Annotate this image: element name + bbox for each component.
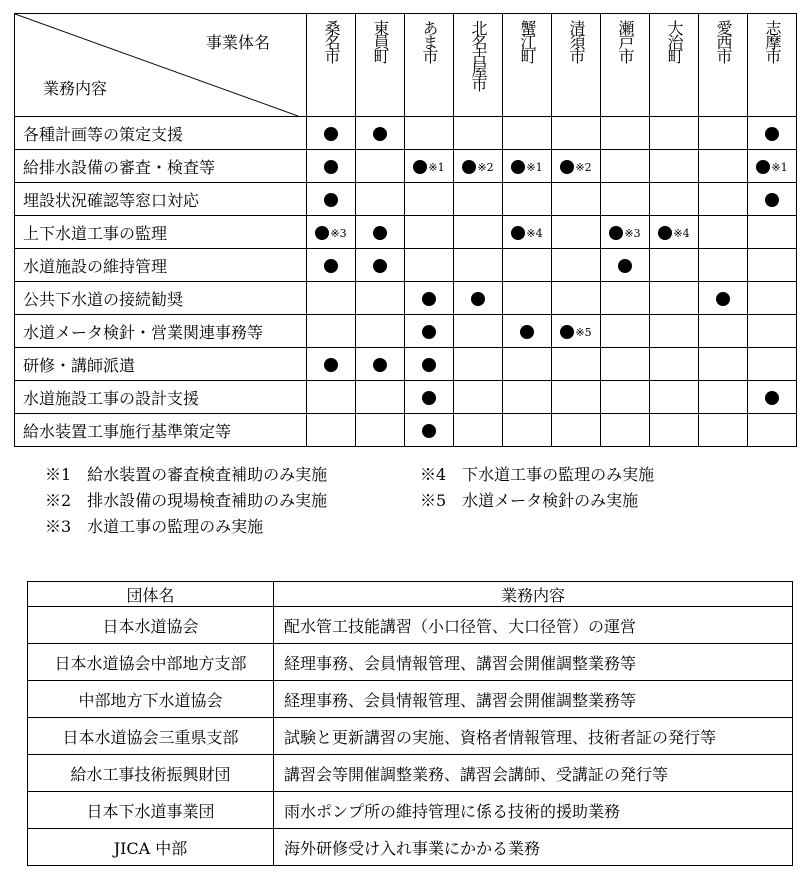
matrix-cell — [405, 216, 454, 249]
filled-circle-icon — [609, 226, 623, 240]
matrix-cell — [307, 117, 356, 150]
matrix-cell — [454, 150, 503, 183]
matrix-cell — [552, 249, 601, 282]
matrix-cell — [356, 150, 405, 183]
filled-circle-icon — [373, 259, 387, 273]
matrix-cell — [650, 315, 699, 348]
matrix-cell — [503, 183, 552, 216]
matrix-cell — [503, 249, 552, 282]
filled-circle-icon — [324, 127, 338, 141]
filled-circle-icon — [471, 292, 485, 306]
matrix-cell — [552, 414, 601, 447]
matrix-cell — [454, 282, 503, 315]
matrix-cell — [650, 216, 699, 249]
column-header — [699, 14, 748, 117]
column-header-label: あま市 — [420, 20, 439, 62]
table-row — [28, 792, 793, 829]
matrix-cell — [405, 249, 454, 282]
matrix-cell — [699, 150, 748, 183]
table-row — [15, 414, 797, 447]
matrix-cell — [552, 216, 601, 249]
table-row — [15, 282, 797, 315]
org-work: 配水管工技能講習（小口径管、大口径管）の運営 — [274, 607, 793, 644]
matrix-cell — [552, 183, 601, 216]
note-mark: ※1 — [771, 160, 788, 174]
matrix-cell — [601, 414, 650, 447]
org-name: JICA 中部 — [28, 829, 274, 866]
matrix-cell — [454, 216, 503, 249]
matrix-cell — [699, 381, 748, 414]
footnote: ※5 水道メータ検針のみ実施 — [420, 491, 639, 510]
matrix-cell — [503, 150, 552, 183]
task-label: 給水装置工事施行基準策定等 — [15, 414, 307, 447]
matrix-cell — [405, 348, 454, 381]
matrix-cell — [748, 348, 797, 381]
org-name: 日本水道協会 — [28, 607, 274, 644]
matrix-cell — [307, 348, 356, 381]
note-mark: ※3 — [624, 226, 641, 240]
column-header — [405, 14, 454, 117]
task-label: 水道メータ検針・営業関連事務等 — [15, 315, 307, 348]
matrix-cell — [356, 414, 405, 447]
matrix-cell — [454, 117, 503, 150]
matrix-cell — [307, 150, 356, 183]
column-header-label: 桑名市 — [322, 20, 341, 62]
matrix-cell — [748, 282, 797, 315]
note-mark: ※2 — [477, 160, 494, 174]
corner-top-label: 事業体名 — [205, 33, 270, 52]
matrix-cell — [699, 117, 748, 150]
matrix-cell — [650, 414, 699, 447]
table-row — [15, 348, 797, 381]
filled-circle-icon — [560, 160, 574, 174]
matrix-cell — [601, 249, 650, 282]
service-matrix-table — [14, 13, 797, 447]
matrix-cell — [356, 216, 405, 249]
matrix-cell — [405, 381, 454, 414]
filled-circle-icon — [765, 127, 779, 141]
matrix-cell — [503, 117, 552, 150]
matrix-cell — [356, 315, 405, 348]
task-label: 埋設状況確認等窓口対応 — [15, 183, 307, 216]
matrix-cell — [503, 216, 552, 249]
matrix-cell — [454, 381, 503, 414]
filled-circle-icon — [765, 391, 779, 405]
filled-circle-icon — [373, 358, 387, 372]
filled-circle-icon — [422, 391, 436, 405]
column-header — [454, 14, 503, 117]
corner-bottom-label: 業務内容 — [43, 79, 108, 98]
matrix-cell — [650, 150, 699, 183]
org-body — [28, 607, 793, 866]
filled-circle-icon — [462, 160, 476, 174]
org-name-header: 団体名 — [28, 582, 274, 607]
matrix-cell — [356, 183, 405, 216]
matrix-cell — [699, 348, 748, 381]
matrix-cell — [503, 282, 552, 315]
matrix-cell — [552, 150, 601, 183]
note-mark: ※3 — [330, 226, 347, 240]
column-header-label: 志摩市 — [763, 20, 782, 62]
column-header — [650, 14, 699, 117]
filled-circle-icon — [324, 259, 338, 273]
matrix-cell — [748, 150, 797, 183]
filled-circle-icon — [756, 160, 770, 174]
matrix-cell — [650, 117, 699, 150]
matrix-cell — [748, 183, 797, 216]
filled-circle-icon — [324, 358, 338, 372]
matrix-cell — [552, 348, 601, 381]
table-row — [28, 829, 793, 866]
matrix-cell — [405, 414, 454, 447]
org-name: 日本水道協会中部地方支部 — [28, 644, 274, 681]
column-header-label: 愛西市 — [714, 20, 733, 62]
corner-header-cell — [15, 14, 307, 117]
matrix-cell — [650, 381, 699, 414]
matrix-cell — [601, 216, 650, 249]
task-label: 水道施設工事の設計支援 — [15, 381, 307, 414]
matrix-cell — [699, 414, 748, 447]
filled-circle-icon — [511, 226, 525, 240]
task-label: 各種計画等の策定支援 — [15, 117, 307, 150]
matrix-cell — [405, 315, 454, 348]
matrix-cell — [454, 249, 503, 282]
table-row — [28, 644, 793, 681]
filled-circle-icon — [560, 325, 574, 339]
org-work: 経理事務、会員情報管理、講習会開催調整業務等 — [274, 681, 793, 718]
column-header-label: 東員町 — [371, 20, 390, 62]
matrix-cell — [307, 282, 356, 315]
matrix-cell — [601, 150, 650, 183]
matrix-cell — [650, 249, 699, 282]
matrix-cell — [307, 414, 356, 447]
task-label: 公共下水道の接続勧奨 — [15, 282, 307, 315]
matrix-cell — [552, 381, 601, 414]
table-row — [28, 607, 793, 644]
matrix-cell — [454, 414, 503, 447]
footnote: ※2 排水設備の現場検査補助のみ実施 — [45, 491, 328, 510]
footnote: ※3 水道工事の監理のみ実施 — [45, 517, 264, 536]
table-row — [15, 183, 797, 216]
table-row — [15, 216, 797, 249]
filled-circle-icon — [658, 226, 672, 240]
org-work: 雨水ポンプ所の維持管理に係る技術的援助業務 — [274, 792, 793, 829]
matrix-cell — [503, 414, 552, 447]
note-mark: ※4 — [526, 226, 543, 240]
matrix-cell — [699, 183, 748, 216]
matrix-cell — [650, 282, 699, 315]
column-header — [552, 14, 601, 117]
matrix-cell — [503, 381, 552, 414]
matrix-cell — [307, 381, 356, 414]
note-mark: ※4 — [673, 226, 690, 240]
org-name: 日本下水道事業団 — [28, 792, 274, 829]
column-header — [307, 14, 356, 117]
filled-circle-icon — [511, 160, 525, 174]
matrix-cell — [307, 249, 356, 282]
org-header-row — [28, 582, 793, 607]
matrix-cell — [503, 315, 552, 348]
matrix-cell — [356, 348, 405, 381]
matrix-cell — [356, 381, 405, 414]
note-mark: ※2 — [575, 160, 592, 174]
org-name: 中部地方下水道協会 — [28, 681, 274, 718]
matrix-cell — [748, 414, 797, 447]
matrix-cell — [405, 117, 454, 150]
column-header-label: 瀬戸市 — [616, 20, 635, 62]
task-label: 水道施設の維持管理 — [15, 249, 307, 282]
org-work: 経理事務、会員情報管理、講習会開催調整業務等 — [274, 644, 793, 681]
column-header-label: 大治町 — [665, 20, 684, 62]
filled-circle-icon — [373, 127, 387, 141]
matrix-cell — [405, 150, 454, 183]
matrix-cell — [699, 282, 748, 315]
org-name: 日本水道協会三重県支部 — [28, 718, 274, 755]
matrix-cell — [307, 183, 356, 216]
filled-circle-icon — [373, 226, 387, 240]
matrix-cell — [650, 183, 699, 216]
matrix-cell — [405, 282, 454, 315]
column-header — [503, 14, 552, 117]
matrix-cell — [601, 282, 650, 315]
filled-circle-icon — [618, 259, 632, 273]
matrix-cell — [307, 216, 356, 249]
column-header-label: 清須市 — [567, 20, 586, 62]
table-row — [15, 150, 797, 183]
filled-circle-icon — [315, 226, 329, 240]
matrix-cell — [748, 249, 797, 282]
column-header — [601, 14, 650, 117]
matrix-cell — [601, 315, 650, 348]
matrix-cell — [601, 117, 650, 150]
header-row — [15, 14, 797, 117]
filled-circle-icon — [413, 160, 427, 174]
matrix-cell — [552, 117, 601, 150]
matrix-cell — [356, 282, 405, 315]
matrix-cell — [650, 348, 699, 381]
matrix-cell — [454, 183, 503, 216]
filled-circle-icon — [422, 424, 436, 438]
matrix-cell — [699, 249, 748, 282]
footnote: ※1 給水装置の審査検査補助のみ実施 — [45, 465, 328, 484]
matrix-cell — [699, 216, 748, 249]
org-work-header: 業務内容 — [274, 582, 793, 607]
table-row — [15, 249, 797, 282]
matrix-cell — [748, 216, 797, 249]
filled-circle-icon — [422, 358, 436, 372]
filled-circle-icon — [324, 160, 338, 174]
matrix-cell — [454, 315, 503, 348]
column-header — [356, 14, 405, 117]
note-mark: ※1 — [526, 160, 543, 174]
filled-circle-icon — [422, 292, 436, 306]
matrix-cell — [552, 315, 601, 348]
filled-circle-icon — [422, 325, 436, 339]
org-work: 海外研修受け入れ事業にかかる業務 — [274, 829, 793, 866]
matrix-cell — [454, 348, 503, 381]
organization-table — [27, 581, 793, 866]
matrix-cell — [307, 315, 356, 348]
task-label: 研修・講師派遣 — [15, 348, 307, 381]
matrix-cell — [601, 381, 650, 414]
matrix-body — [15, 117, 797, 447]
filled-circle-icon — [716, 292, 730, 306]
column-header-label: 北名古屋市 — [469, 20, 488, 90]
table-row — [15, 381, 797, 414]
matrix-cell — [405, 183, 454, 216]
note-mark: ※5 — [575, 325, 592, 339]
table-row — [28, 718, 793, 755]
matrix-cell — [503, 348, 552, 381]
org-work: 試験と更新講習の実施、資格者情報管理、技術者証の発行等 — [274, 718, 793, 755]
matrix-cell — [356, 249, 405, 282]
note-mark: ※1 — [428, 160, 445, 174]
filled-circle-icon — [520, 325, 534, 339]
column-header — [748, 14, 797, 117]
filled-circle-icon — [324, 193, 338, 207]
org-work: 講習会等開催調整業務、講習会講師、受講証の発行等 — [274, 755, 793, 792]
matrix-cell — [552, 282, 601, 315]
matrix-cell — [356, 117, 405, 150]
matrix-cell — [748, 381, 797, 414]
matrix-cell — [748, 117, 797, 150]
filled-circle-icon — [765, 193, 779, 207]
matrix-cell — [699, 315, 748, 348]
matrix-cell — [748, 315, 797, 348]
matrix-cell — [601, 348, 650, 381]
column-header-label: 蟹江町 — [518, 20, 537, 62]
table-row — [28, 681, 793, 718]
task-label: 上下水道工事の監理 — [15, 216, 307, 249]
task-label: 給排水設備の審査・検査等 — [15, 150, 307, 183]
footnote: ※4 下水道工事の監理のみ実施 — [420, 465, 655, 484]
org-name: 給水工事技術振興財団 — [28, 755, 274, 792]
matrix-cell — [601, 183, 650, 216]
table-row — [15, 117, 797, 150]
table-row — [15, 315, 797, 348]
table-row — [28, 755, 793, 792]
